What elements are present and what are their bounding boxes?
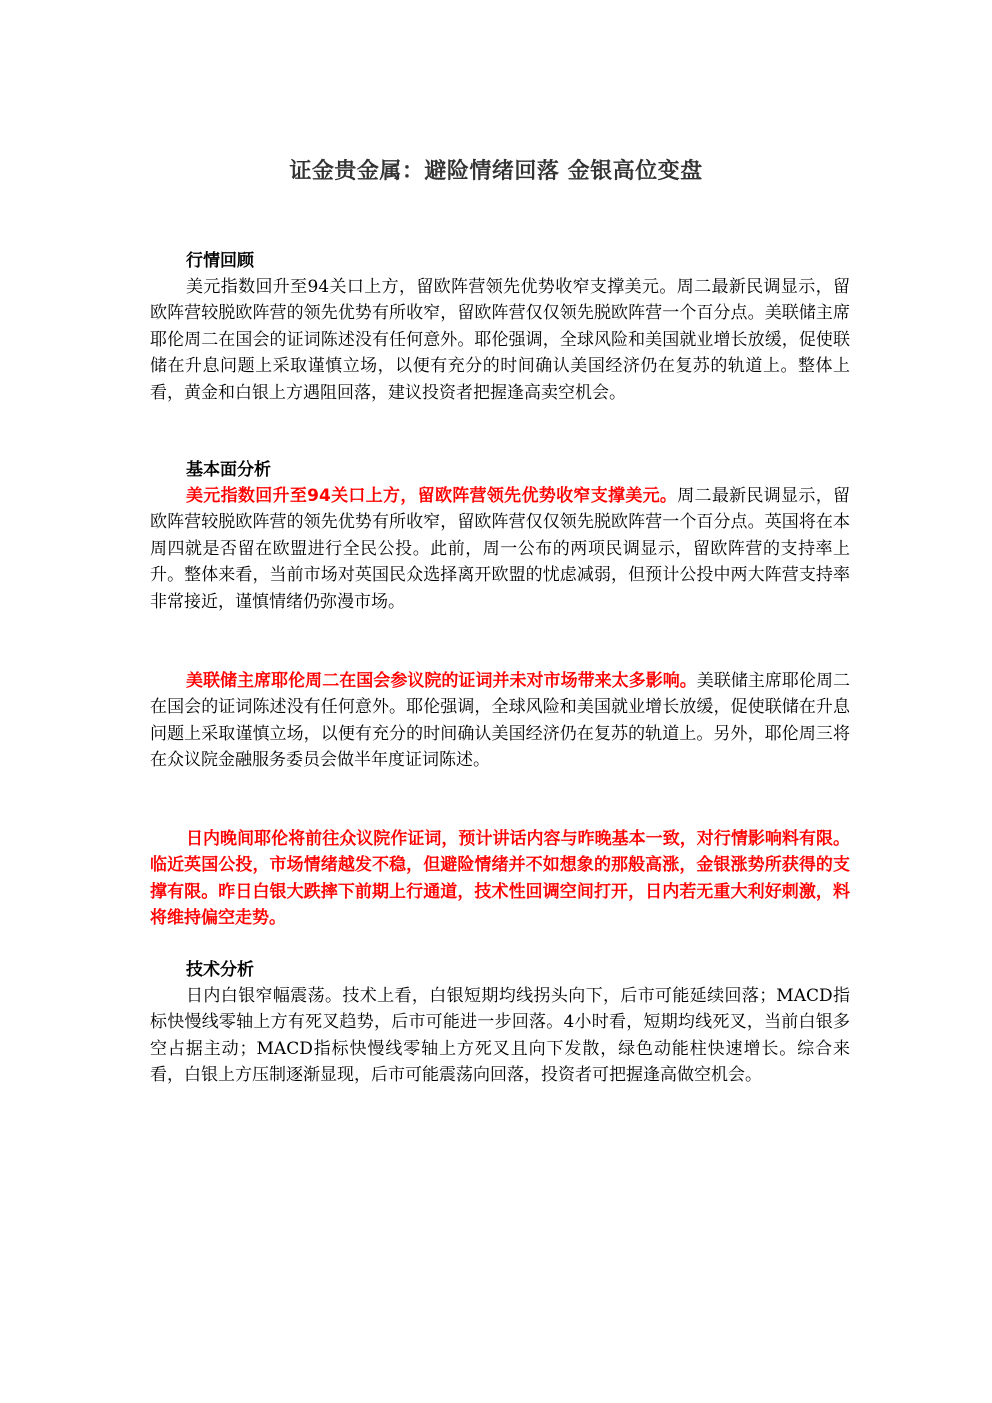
section-paragraph: 美元指数回升至94关口上方，留欧阵营领先优势收窄支撑美元。周二最新民调显示，留欧阵营较脱欧阵营的领先优势有所收窄，留欧阵营仅仅领先脱欧阵营一个百分点。美联储主席耶伦周二在国会的证词陈述没有任何意外。耶伦强调，全球风险和美国就业增长放缓，促使联储在升息问题上采取谨慎立场，以便有充分的时间确认美国经济仍在复苏的轨道上。整体上看，黄金和白银上方遇阻回落，建议投资者把握逢高卖空机会。 (150, 277, 850, 403)
section-outlook (150, 826, 850, 932)
highlight-lead: 日内晚间耶伦将前往众议院作证词，预计讲话内容与昨晚基本一致，对行情影响料有限。临近英国公投，市场情绪越发不稳，但避险情绪并不如想象的那般高涨，金银涨势所获得的支撑有限。昨日白银大跌摔下前期上行通道，技术性回调空间打开，日内若无重大利好刺激，料将维持偏空走势。 (150, 829, 850, 929)
paragraph-body: 美联储主席耶伦周二在国会的证词陈述没有任何意外。耶伦强调，全球风险和美国就业增长放缓，促使联储在升息问题上采取谨慎立场，以便有充分的时间确认美国经济仍在复苏的轨道上。另外，耶伦周三将在众议院金融服务委员会做半年度证词陈述。 (150, 671, 851, 771)
highlight-lead: 美元指数回升至94关口上方，留欧阵营领先优势收窄支撑美元。 (186, 486, 678, 506)
paragraph-body: 周二最新民调显示，留欧阵营较脱欧阵营的领先优势有所收窄，留欧阵营仅仅领先脱欧阵营一个百分点。英国将在本周四就是否留在欧盟进行全民公投。此前，周一公布的两项民调显示，留欧阵营的支持率上升。整体来看，当前市场对英国民众选择离开欧盟的忧虑减弱，但预计公投中两大阵营支持率非常接近，谨慎情绪仍弥漫市场。 (150, 486, 851, 612)
section-fed-testimony (150, 668, 850, 774)
section-fundamental-analysis (150, 457, 850, 615)
section-paragraph (150, 668, 850, 774)
section-paragraph (150, 483, 850, 615)
section-paragraph (150, 826, 850, 932)
section-heading: 行情回顾 (186, 251, 254, 271)
highlight-lead: 美联储主席耶伦周二在国会参议院的证词并未对市场带来太多影响。 (186, 671, 697, 691)
section-heading: 技术分析 (186, 960, 254, 980)
section-technical-analysis (150, 957, 850, 1089)
document-title: 证金贵金属：避险情绪回落 金银高位变盘 (289, 159, 703, 184)
section-paragraph: 日内白银窄幅震荡。技术上看，白银短期均线拐头向下，后市可能延续回落；MACD指标快慢线零轴上方有死叉趋势，后市可能进一步回落。4小时看，短期均线死叉，当前白银多空占据主动；MACD指标快慢线零轴上方死叉且向下发散，绿色动能柱快速增长。综合来看，白银上方压制逐渐显现，后市可能震荡向回落，投资者可把握逢高做空机会。 (150, 986, 850, 1086)
section-heading: 基本面分析 (186, 460, 271, 480)
section-market-review (150, 248, 850, 406)
